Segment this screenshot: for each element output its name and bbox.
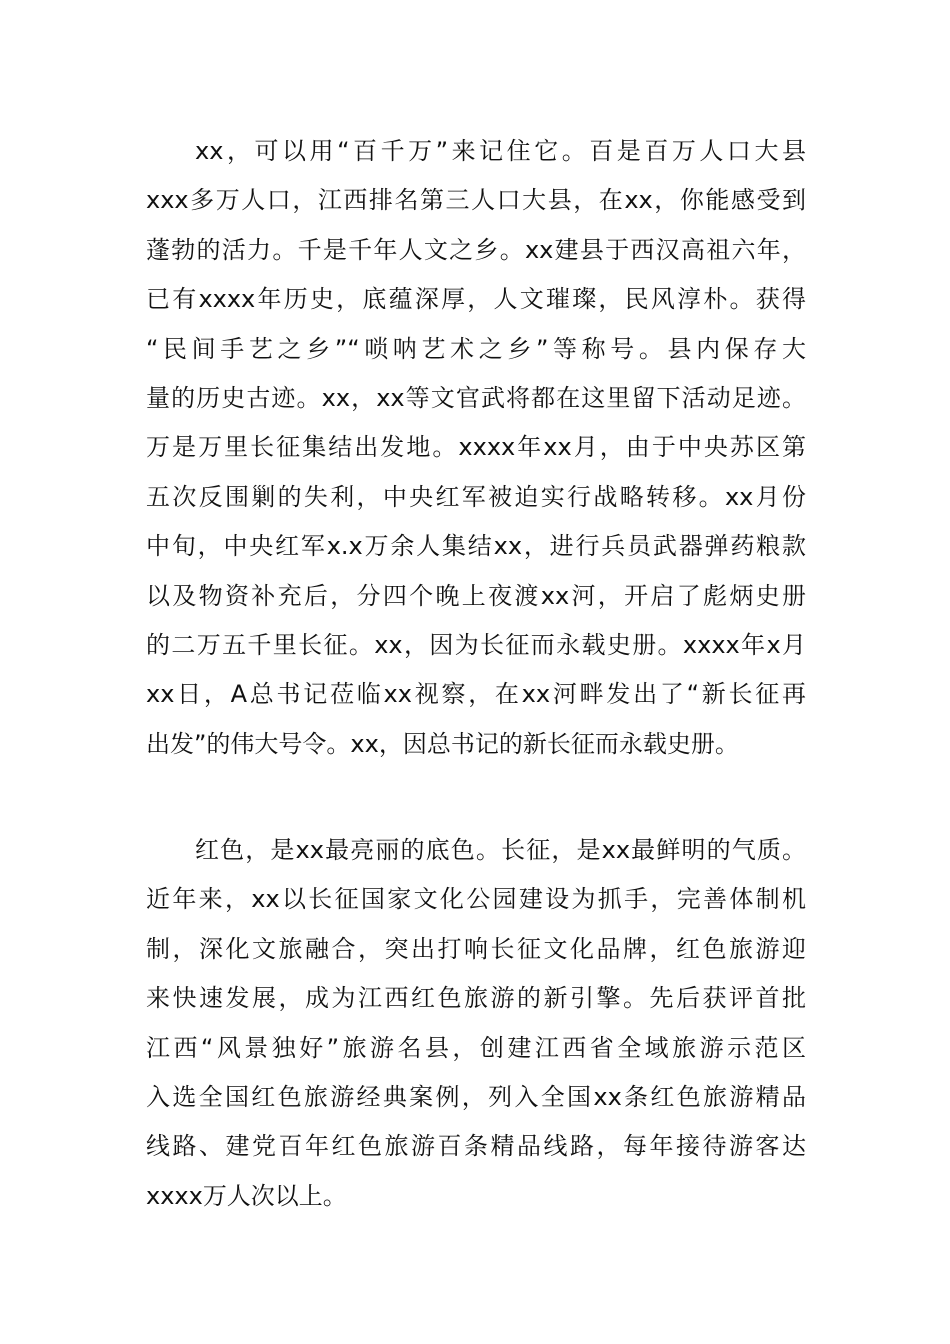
paragraph-line: 出发”的伟大号令。xx，因总书记的新长征而永载史册。 xyxy=(146,729,739,758)
paragraph-line: “民间手艺之乡”“唢呐艺术之乡”等称号。县内保存大 xyxy=(146,334,806,363)
paragraph-line: 制，深化文旅融合，突出打响长征文化品牌，红色旅游迎 xyxy=(146,934,806,963)
paragraph-red-tourism xyxy=(146,826,806,1221)
paragraph-line: 万是万里长征集结出发地。xxxx年xx月，由于中央苏区第 xyxy=(146,433,806,462)
paragraph-line: xx，可以用“百千万”来记住它。百是百万人口大县 xyxy=(195,137,806,165)
paragraph-line: 五次反围剿的失利，中央红军被迫实行战略转移。xx月份 xyxy=(146,482,806,511)
paragraph-line: 来快速发展，成为江西红色旅游的新引擎。先后获评首批 xyxy=(146,984,806,1013)
paragraph-line: 以及物资补充后，分四个晚上夜渡xx河，开启了彪炳史册 xyxy=(146,581,806,610)
paragraph-line: xxx多万人口，江西排名第三人口大县，在xx，你能感受到 xyxy=(146,186,806,215)
paragraph-baixianwan xyxy=(146,127,806,769)
paragraph-line: 近年来，xx以长征国家文化公园建设为抓手，完善体制机 xyxy=(146,885,806,914)
paragraph-line: 已有xxxx年历史，底蕴深厚，人文璀璨，民风淳朴。获得 xyxy=(146,285,806,314)
paragraph-line: 蓬勃的活力。千是千年人文之乡。xx建县于西汉高祖六年， xyxy=(146,235,806,264)
paragraph-line: 的二万五千里长征。xx，因为长征而永载史册。xxxx年x月 xyxy=(146,630,806,659)
paragraph-line: 中旬，中央红军x.x万余人集结xx，进行兵员武器弹药粮款 xyxy=(146,532,806,561)
paragraph-line: 线路、建党百年红色旅游百条精品线路，每年接待游客达 xyxy=(146,1132,806,1161)
paragraph-line: 量的历史古迹。xx，xx等文官武将都在这里留下活动足迹。 xyxy=(146,383,806,412)
paragraph-line: 入选全国红色旅游经典案例，列入全国xx条红色旅游精品 xyxy=(146,1082,806,1111)
paragraph-line: xx日，A总书记莅临xx视察，在xx河畔发出了“新长征再 xyxy=(146,680,806,709)
paragraph-line: 红色，是xx最亮丽的底色。长征，是xx最鲜明的气质。 xyxy=(195,836,806,864)
paragraph-line: xxxx万人次以上。 xyxy=(146,1181,347,1210)
paragraph-line: 江西“风景独好”旅游名县，创建江西省全域旅游示范区 xyxy=(146,1033,806,1062)
